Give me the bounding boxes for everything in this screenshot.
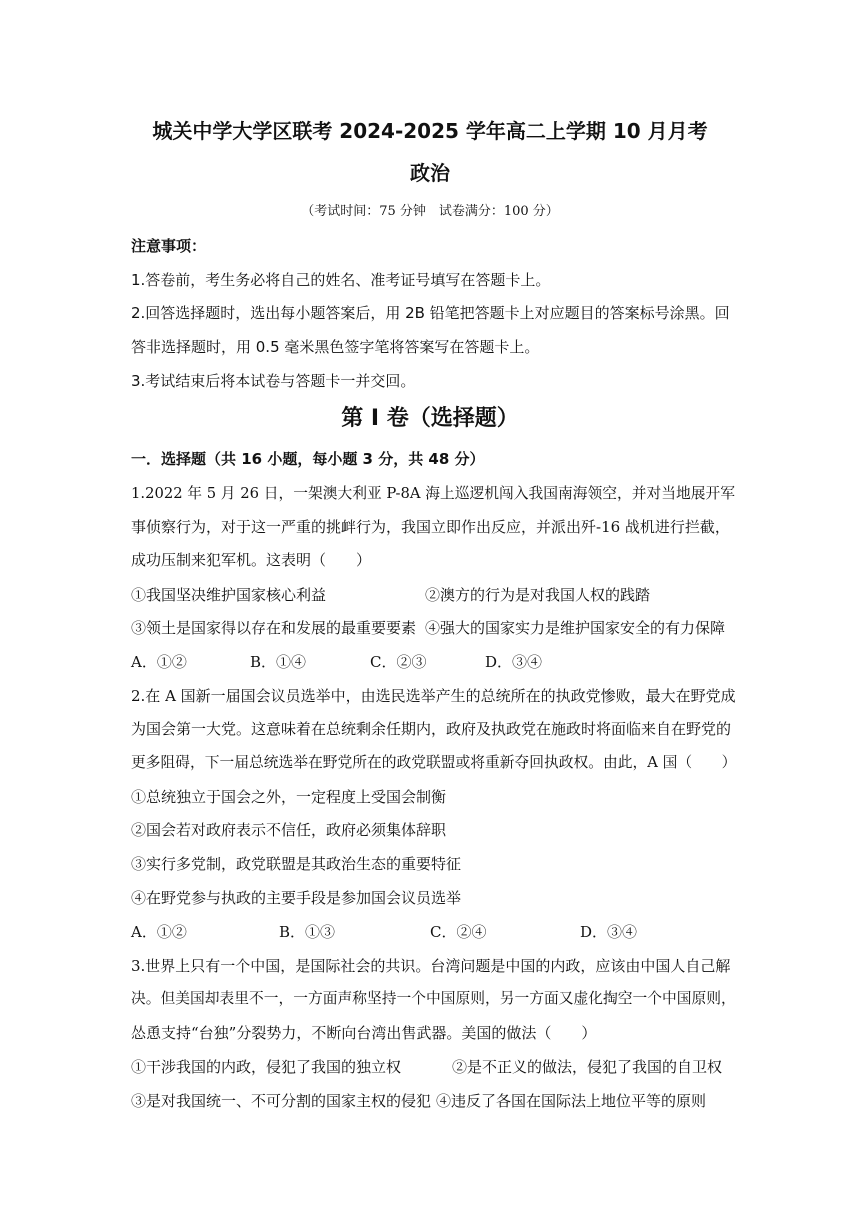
question-1-option-a[interactable]: A．①② <box>131 653 187 671</box>
question-1-option-d[interactable]: D．③④ <box>485 653 543 671</box>
question-2-option-d[interactable]: D．③④ <box>580 923 638 941</box>
question-1-text: 事侦察行为，对于这一严重的挑衅行为，我国立即作出反应，并派出歼-16 战机进行拦截， <box>131 518 730 536</box>
question-2-text: 2.在 A 国新一届国会议员选举中，由选民选举产生的总统所在的执政党惨败，最大在野党成 <box>131 687 736 705</box>
question-1-statement: ③领土是国家得以存在和发展的最重要要素 <box>131 619 417 637</box>
question-1-option-b[interactable]: B．①④ <box>250 653 307 671</box>
question-2-statement: ②国会若对政府表示不信任，政府必须集体辞职 <box>131 821 447 839</box>
question-3-text: 决。但美国却表里不一，一方面声称坚持一个中国原则，另一方面又虚化掏空一个中国原则， <box>131 990 736 1007</box>
notice-heading: 注意事项： <box>131 237 207 255</box>
question-3-statement: ①干涉我国的内政，侵犯了我国的独立权 <box>131 1058 402 1076</box>
question-3-statement: ②是不正义的做法，侵犯了我国的自卫权 <box>452 1058 723 1076</box>
question-1-option-c[interactable]: C．②③ <box>370 653 427 671</box>
question-2-statement: ④在野党参与执政的主要手段是参加国会议员选举 <box>131 889 462 907</box>
question-2-option-a[interactable]: A．①② <box>131 923 187 941</box>
question-2-text: 更多阻碍，下一届总统选举在野党所在的政党联盟或将重新夺回执政权。由此，A 国（ ） <box>131 754 737 771</box>
notice-item: 3.考试结束后将本试卷与答题卡一并交回。 <box>131 372 416 390</box>
question-1-text: 成功压制来犯军机。这表明（ ） <box>131 551 372 569</box>
exam-title: 城关中学大学区联考 2024-2025 学年高二上学期 10 月月考 <box>152 119 708 143</box>
question-2-option-b[interactable]: B．①③ <box>279 923 336 941</box>
question-2-statement: ③实行多党制，政党联盟是其政治生态的重要特征 <box>131 855 462 873</box>
question-3-statement: ③是对我国统一、不可分割的国家主权的侵犯 <box>131 1092 432 1110</box>
question-3-text: 怂恿支持“台独”分裂势力，不断向台湾出售武器。美国的做法（ ） <box>131 1024 597 1042</box>
question-2-text: 为国会第一大党。这意味着在总统剩余任期内，政府及执政党在施政时将面临来自在野党的 <box>131 720 732 738</box>
question-2-option-c[interactable]: C．②④ <box>430 923 487 941</box>
notice-item: 1.答卷前，考生务必将自己的姓名、准考证号填写在答题卡上。 <box>131 271 551 289</box>
question-3-text: 3.世界上只有一个中国，是国际社会的共识。台湾问题是中国的内政，应该由中国人自己解 <box>131 957 731 975</box>
notice-item: 2.回答选择题时，选出每小题答案后，用 2B 铅笔把答题卡上对应题目的答案标号涂黑。回 <box>131 304 730 322</box>
question-1-statement: ④强大的国家实力是维护国家安全的有力保障 <box>425 619 726 637</box>
section-title: 第 I 卷（选择题） <box>341 406 519 431</box>
exam-info: （考试时间：75 分钟 试卷满分：100 分） <box>301 204 559 219</box>
question-1-statement: ②澳方的行为是对我国人权的践踏 <box>425 586 651 604</box>
question-3-statement: ④违反了各国在国际法上地位平等的原则 <box>436 1092 707 1110</box>
part-heading: 一．选择题（共 16 小题，每小题 3 分，共 48 分） <box>131 450 485 468</box>
question-2-statement: ①总统独立于国会之外，一定程度上受国会制衡 <box>131 788 447 806</box>
subject-title: 政治 <box>410 161 450 185</box>
notice-item: 答非选择题时，用 0.5 毫米黑色签字笔将答案写在答题卡上。 <box>131 338 540 356</box>
question-1-text: 1.2022 年 5 月 26 日，一架澳大利亚 P-8A 海上巡逻机闯入我国南海领空，并对当地展开军 <box>131 485 735 502</box>
question-1-statement: ①我国坚决维护国家核心利益 <box>131 586 327 604</box>
